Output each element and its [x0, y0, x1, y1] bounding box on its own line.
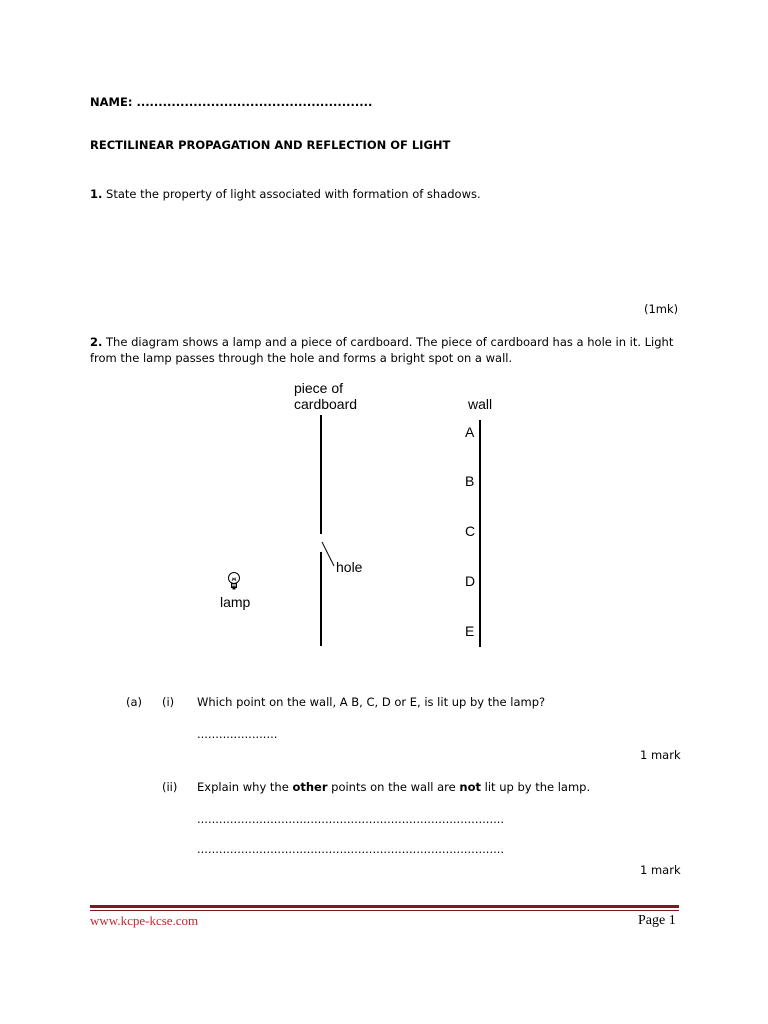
question-1-marks: (1mk) [644, 302, 679, 316]
part-i-question: Which point on the wall, A B, C, D or E, is lit up by the lamp? [197, 695, 546, 709]
point-e: E [465, 623, 475, 639]
point-a: A [465, 424, 475, 440]
part-ii-q-text-3: lit up by the lamp. [480, 780, 591, 794]
footer-rule-thin [90, 910, 679, 911]
part-i-answer-line[interactable]: ...................... [197, 727, 278, 741]
part-a-label: (a) [126, 695, 143, 709]
name-dots: ...................................................... [136, 95, 373, 109]
wall-label: wall [468, 396, 493, 412]
part-ii-answer-line-2[interactable]: .................................................................................... [197, 842, 505, 856]
cardboard-upper [320, 415, 322, 534]
footer-page-number: Page 1 [638, 913, 676, 928]
part-ii-q-text-2: points on the wall are [327, 780, 460, 794]
point-b: B [465, 473, 475, 489]
name-label: NAME: [90, 95, 133, 109]
part-ii-q-bold-other: other [292, 780, 328, 794]
cardboard-label-line2: cardboard [294, 396, 358, 412]
footer-rule-thick [90, 905, 679, 908]
part-ii-answer-line-1[interactable]: .................................................................................... [197, 812, 505, 826]
question-1 [90, 187, 481, 201]
lamp-label: lamp [220, 594, 251, 610]
question-1-text: State the property of light associated with formation of shadows. [106, 187, 481, 201]
part-i-marks: 1 mark [640, 748, 681, 762]
hole-label: hole [336, 559, 363, 575]
point-c: C [465, 523, 476, 539]
name-field [90, 95, 372, 109]
part-ii-label: (ii) [162, 780, 178, 794]
footer-website-link[interactable]: www.kcpe-kcse.com [90, 913, 199, 928]
question-2-text: The diagram shows a lamp and a piece of cardboard. The piece of cardboard has a hole in it. Light from the lamp passes through the hole and forms a bright spot on a wall. [90, 335, 674, 365]
light-bulb-icon [226, 571, 242, 595]
part-ii-question [197, 780, 590, 794]
part-ii-marks: 1 mark [640, 863, 681, 877]
worksheet-title: RECTILINEAR PROPAGATION AND REFLECTION OF LIGHT [90, 138, 451, 152]
question-1-number: 1. [90, 187, 103, 201]
question-2-number: 2. [90, 335, 103, 349]
point-d: D [465, 573, 476, 589]
wall-line [479, 420, 481, 647]
part-ii-q-text-1: Explain why the [197, 780, 293, 794]
question-2 [90, 334, 690, 366]
cardboard-label-line1: piece of [294, 380, 344, 396]
part-ii-q-bold-not: not [459, 780, 481, 794]
part-i-label: (i) [162, 695, 175, 709]
